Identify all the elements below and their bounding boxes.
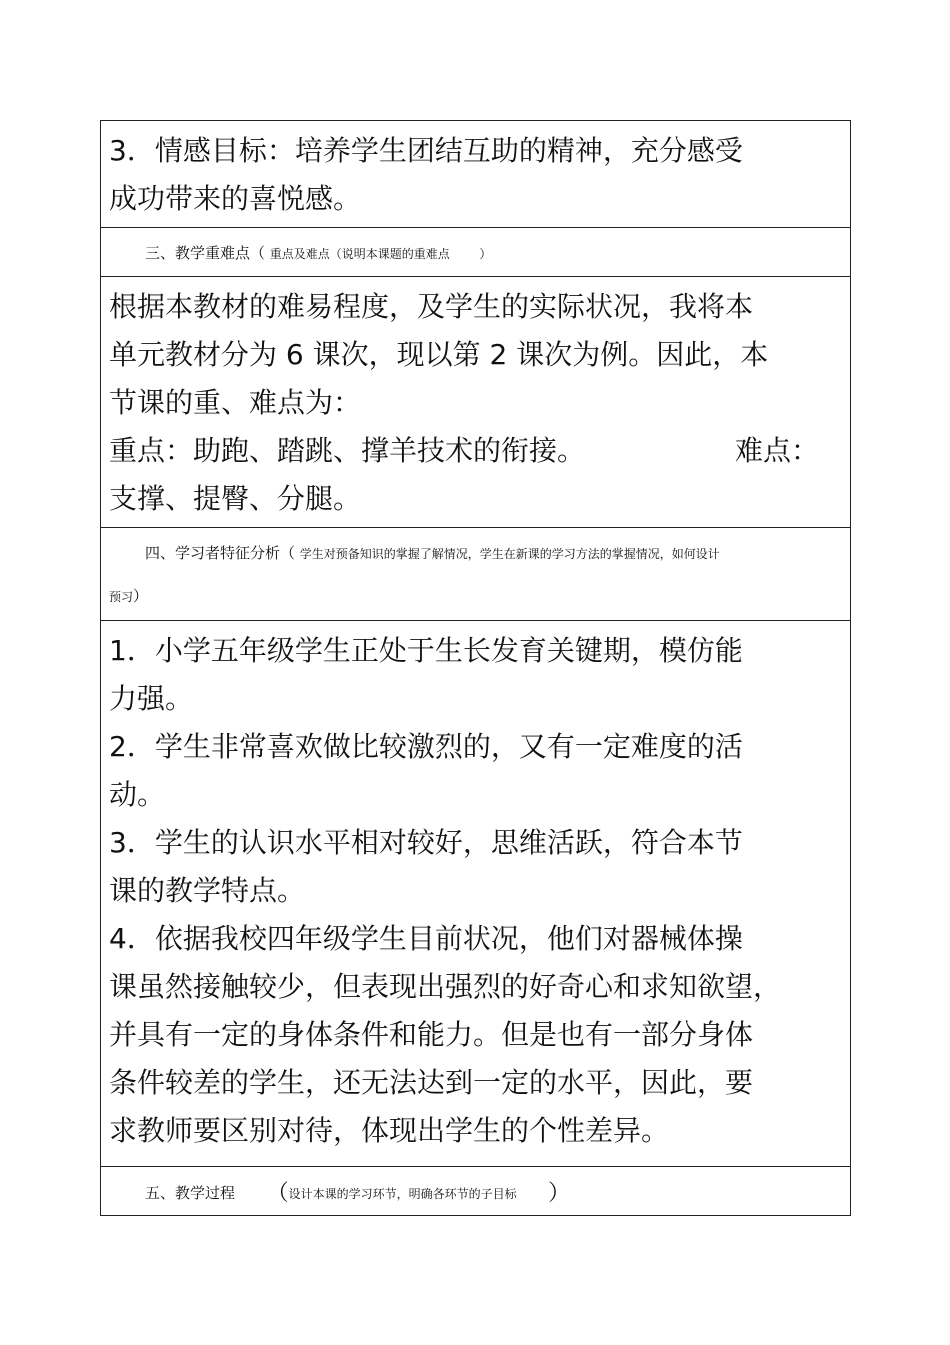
goal3-row [101,121,851,228]
goal3-cell [101,121,851,228]
difficult-label: 难点： [735,434,820,467]
section5-title: 五、教学过程 [145,1183,236,1202]
section5-note: 设计本课的学习环节，明确各环节的子目标 [288,1186,517,1201]
goal3-line1: 3．情感目标：培养学生团结互助的精神，充分感受 [109,134,743,167]
section3-title: 三、教学重难点（ [145,243,266,262]
section4-note-cont: 预习 [109,590,134,604]
learner-line: 2．学生非常喜欢做比较激烈的，又有一定难度的活 [109,730,743,763]
section4-header-line1 [109,540,840,567]
section5-header [101,1167,851,1216]
key-point: 重点：助跑、踏跳、撑羊技术的衔接。 [109,434,586,467]
learner-line: 3．学生的认识水平相对较好，思维活跃，符合本节 [109,826,743,859]
section4-body-row [101,621,851,1167]
section5-close: ） [548,1180,571,1206]
section4-header-row [101,528,851,621]
section3-header [101,228,851,277]
learner-line: 并具有一定的身体条件和能力。但是也有一部分身体 [109,1018,754,1051]
lesson-plan-table [100,120,851,1216]
learner-line: 课的教学特点。 [109,874,306,907]
section5-open: （ [266,1180,289,1206]
learner-line: 条件较差的学生，还无法达到一定的水平，因此，要 [109,1066,754,1099]
learner-line: 1．小学五年级学生正处于生长发育关键期，模仿能 [109,634,743,667]
section3-line1: 根据本教材的难易程度，及学生的实际状况，我将本 [109,290,754,323]
section4-header-line2 [109,587,840,606]
section4-header [101,528,851,621]
learner-line: 4．依据我校四年级学生目前状况，他们对器械体操 [109,922,743,955]
learner-line: 课虽然接触较少，但表现出强烈的好奇心和求知欲望， [109,970,782,1003]
section4-close: ） [133,587,149,605]
section5-header-row [101,1167,851,1216]
section3-line2: 单元教材分为 6 课次，现以第 2 课次为例。因此，本 [109,338,769,371]
learner-line: 动。 [109,778,166,811]
section3-body-row [101,277,851,528]
section4-title: 四、学习者特征分析（ [145,544,296,562]
section3-line3: 节课的重、难点为： [109,386,362,419]
section4-body [101,621,851,1167]
section3-body [101,277,851,528]
section3-note: 重点及难点（说明本课题的重难点 [269,246,450,261]
section3-close: ） [479,246,492,261]
learner-line: 力强。 [109,682,194,715]
learner-line: 求教师要区别对待，体现出学生的个性差异。 [109,1114,670,1147]
difficult-text: 支撑、提臀、分腿。 [109,482,362,515]
section3-header-row [101,228,851,277]
section4-note: 学生对预备知识的掌握了解情况，学生在新课的学习方法的掌握情况，如何设计 [299,547,720,561]
section3-key-line [109,427,830,475]
goal3-line2: 成功带来的喜悦感。 [109,182,362,215]
